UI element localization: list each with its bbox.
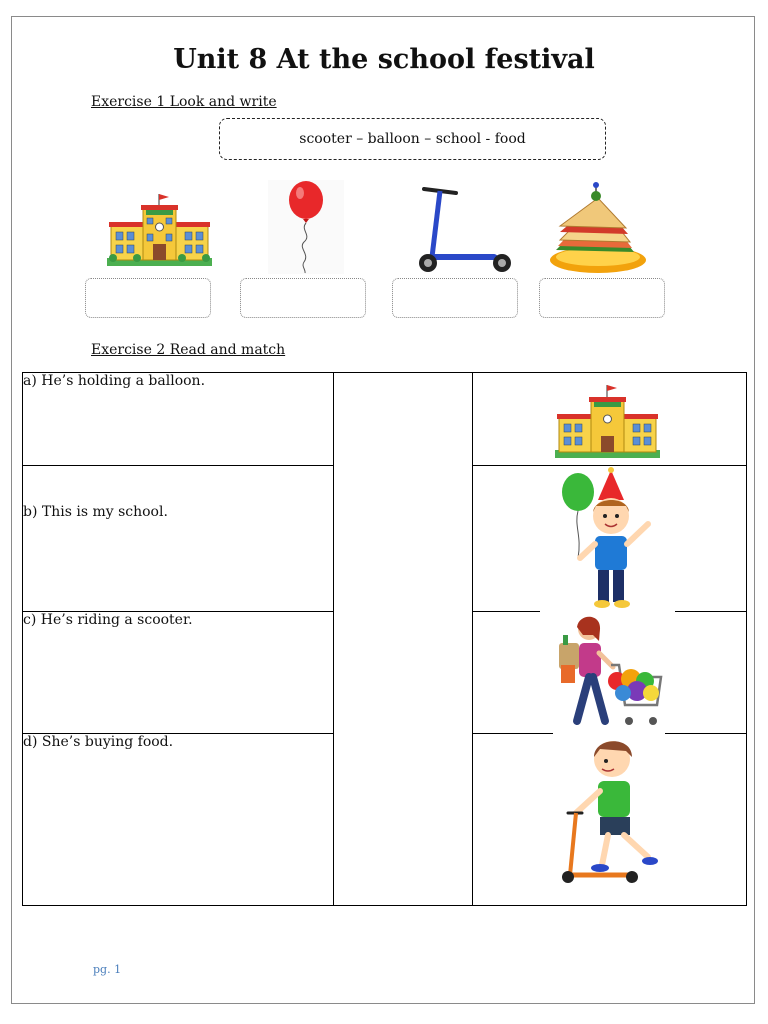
- school-icon: [555, 382, 660, 462]
- word-bank-text: scooter – balloon – school - food: [299, 131, 526, 147]
- sentence-d: d) She’s buying food.: [23, 734, 334, 906]
- exercise2-label: Exercise 2 Read and match: [91, 342, 286, 358]
- answer-box-4[interactable]: [539, 278, 665, 318]
- sentence-b: b) This is my school.: [23, 466, 334, 612]
- woman-shopping-cart-icon: [553, 613, 665, 735]
- exercise1-label: Exercise 1 Look and write: [91, 94, 277, 110]
- school-icon: [107, 192, 212, 268]
- answer-box-2[interactable]: [240, 278, 366, 318]
- boy-with-balloon-icon: [540, 466, 675, 612]
- scooter-icon: [410, 183, 515, 275]
- answer-box-3[interactable]: [392, 278, 518, 318]
- page-number: pg. 1: [93, 963, 122, 976]
- answer-box-1[interactable]: [85, 278, 211, 318]
- boy-on-scooter-icon: [552, 735, 664, 887]
- word-bank: [219, 118, 606, 160]
- sandwich-icon: [548, 180, 648, 274]
- sentence-c: c) He’s riding a scooter.: [23, 612, 334, 734]
- match-space[interactable]: [334, 373, 473, 906]
- balloon-icon: [268, 180, 344, 274]
- sentence-a: a) He’s holding a balloon.: [23, 373, 334, 466]
- page-title: Unit 8 At the school festival: [173, 44, 595, 75]
